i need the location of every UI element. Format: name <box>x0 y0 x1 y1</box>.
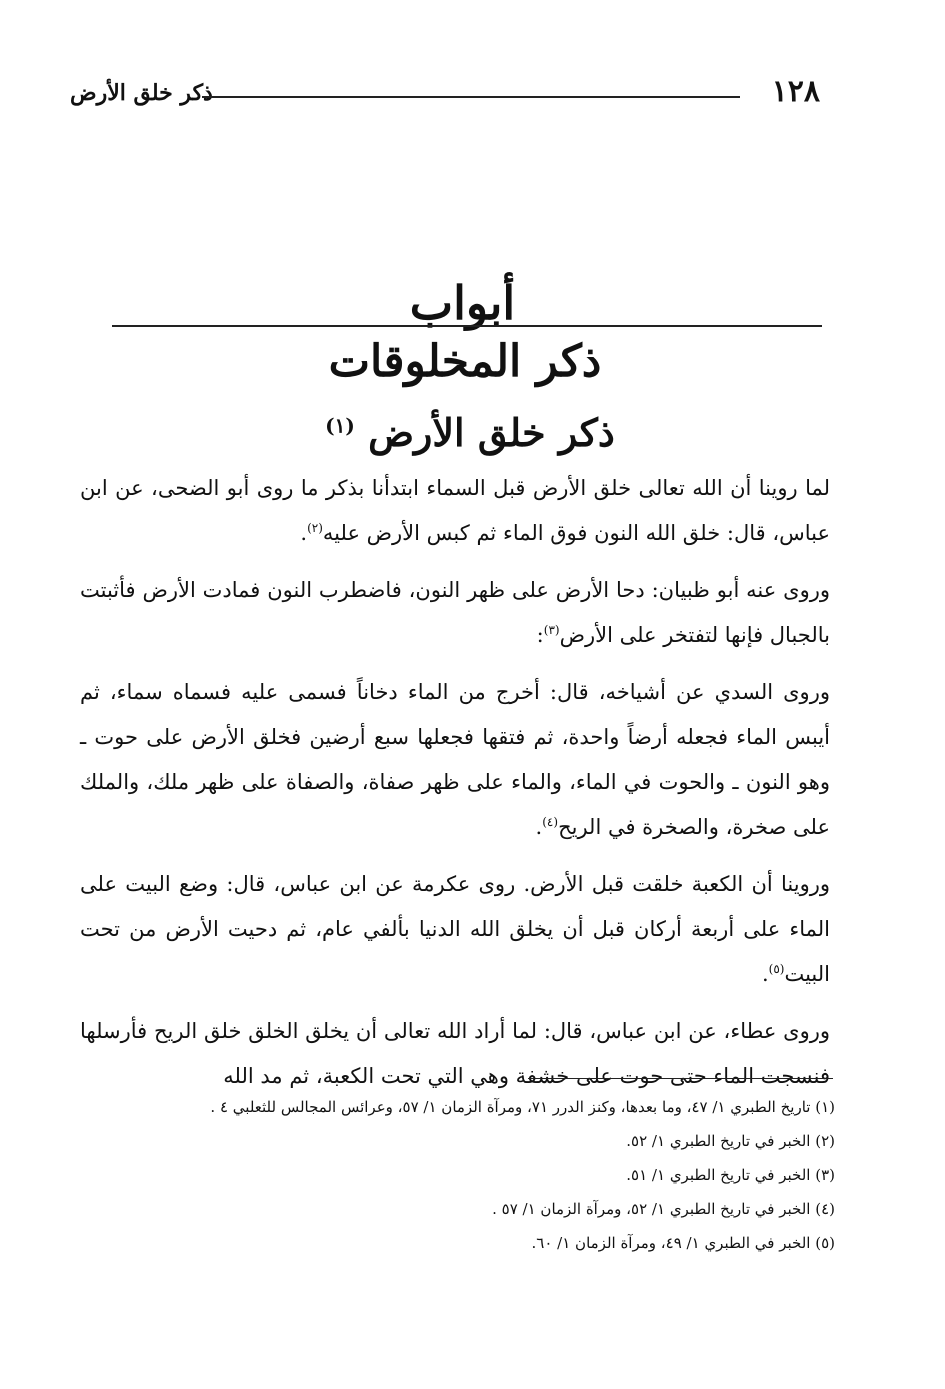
running-header-title: ذكر خلق الأرض <box>70 80 213 106</box>
chapter-heading: أبواب <box>409 276 516 330</box>
header-rule <box>202 96 740 98</box>
footnotes <box>80 1090 835 1260</box>
footnote: (٥) الخبر في الطبري ١/ ٤٩، ومرآة الزمان ١/ ٦٠. <box>531 1234 835 1252</box>
body-text <box>80 466 830 1111</box>
page-number: ١٢٨ <box>771 74 820 109</box>
paragraph <box>80 670 830 850</box>
paragraph-text: وروى عنه أبو ظبيان: دحا الأرض على ظهر النون، فاضطرب النون فمادت الأرض فأثبتت بالجبال فإنها لتفتخر على الأرض <box>80 578 830 647</box>
running-header <box>70 74 820 114</box>
paragraph-text: وروى السدي عن أشياخه، قال: أخرج من الماء دخاناً فسمى عليه فسماه سماء، ثم أيبس الماء فجعله أرضاً واحدة، ثم فتقها فجعلها سبع أرضين فخلق الأرض على حوت ـ وهو النون ـ والحوت في الماء، والماء على ظهر صفاة، والصفاة على ظهر ملك، والملك على صخرة، والصخرة في الريح <box>80 680 830 839</box>
section-heading <box>0 410 940 455</box>
paragraph-end: . <box>761 962 769 986</box>
paragraph-end: . <box>300 521 308 545</box>
paragraph-text: لما روينا أن الله تعالى خلق الأرض قبل السماء ابتدأنا بذكر ما روى أبو الضحى، عن ابن عباس، قال: خلق الله النون فوق الماء ثم كبس الأرض عليه <box>80 476 830 545</box>
paragraph-text: وروى عطاء، عن ابن عباس، قال: لما أراد الله تعالى أن يخلق الخلق خلق الريح فأرسلها فنسجت الماء حتى حوت على خشفة وهي التي تحت الكعبة، ثم مد الله <box>80 1019 830 1088</box>
footnote-separator <box>528 1078 833 1079</box>
paragraph-text: وروينا أن الكعبة خلقت قبل الأرض. روى عكرمة عن ابن عباس، قال: وضع البيت على الماء على أربعة أركان قبل أن يخلق الله الدنيا بألفي عام، ثم دحيت الأرض من تحت البيت <box>80 872 830 986</box>
footnote: (٢) الخبر في تاريخ الطبري ١/ ٥٢. <box>626 1132 835 1150</box>
paragraph-end: : <box>536 623 544 647</box>
heading-rule <box>112 325 822 327</box>
paragraph <box>80 1009 830 1099</box>
footnote: (١) تاريخ الطبري ١/ ٤٧، وما بعدها، وكنز الدرر ٧١، ومرآة الزمان ١/ ٥٧، وعرائس المجالس للثعلبي ٤ . <box>210 1098 835 1116</box>
paragraph <box>80 568 830 658</box>
footnote-ref: (٥) <box>768 962 785 976</box>
paragraph <box>80 466 830 556</box>
section-heading-footnote-ref: (١) <box>325 413 355 438</box>
footnote-ref: (٢) <box>307 521 323 535</box>
section-heading-text: ذكر خلق الأرض <box>368 410 615 455</box>
paragraph <box>80 862 830 997</box>
footnote-ref: (٤) <box>542 815 559 829</box>
paragraph-end: . <box>535 815 543 839</box>
footnote: (٣) الخبر في تاريخ الطبري ١/ ٥١. <box>626 1166 835 1184</box>
footnote-ref: (٣) <box>543 623 560 637</box>
footnote: (٤) الخبر في تاريخ الطبري ١/ ٥٢، ومرآة الزمان ١/ ٥٧ . <box>492 1200 835 1218</box>
chapter-subheading: ذكر المخلوقات <box>328 336 602 387</box>
